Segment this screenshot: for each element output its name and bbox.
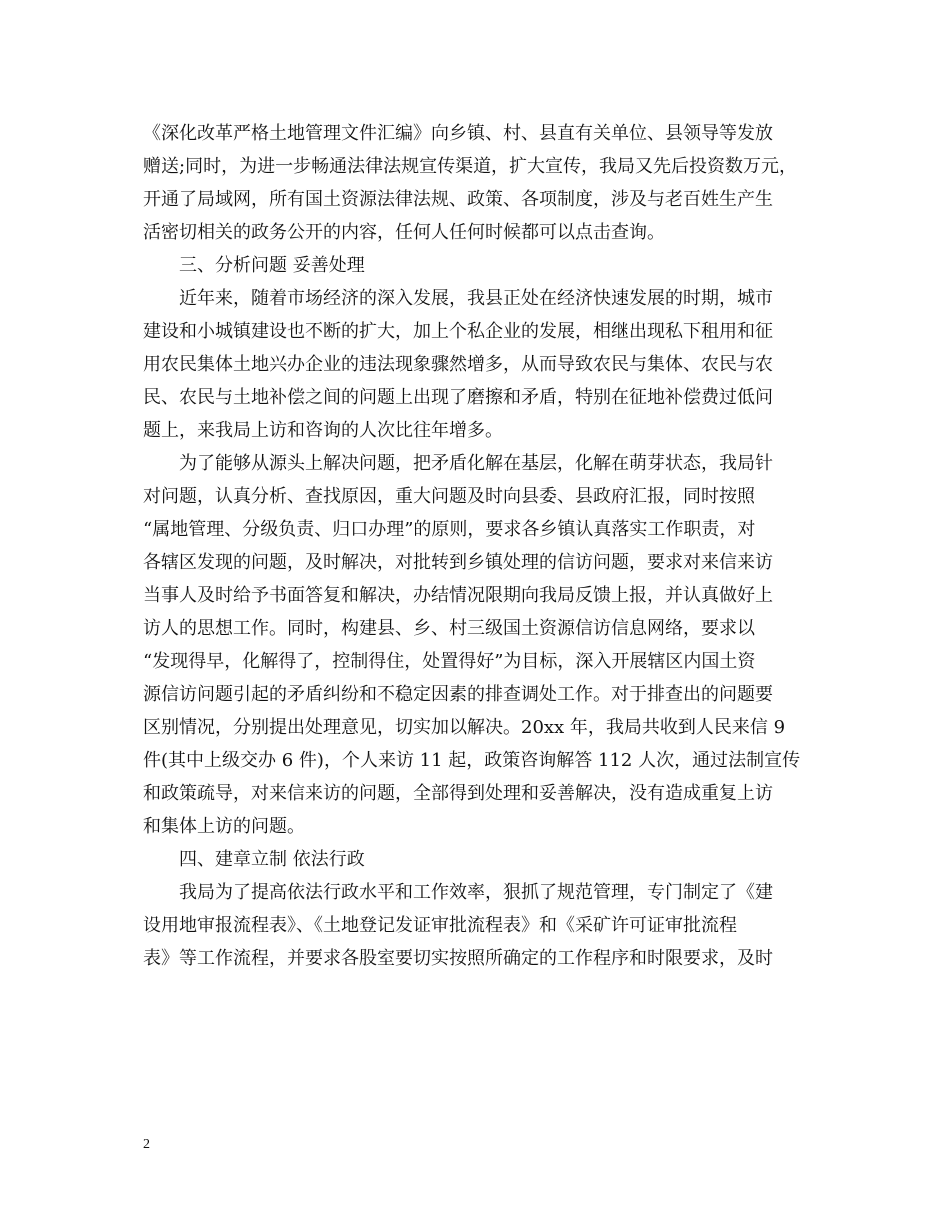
page-number: 2 <box>143 1137 150 1152</box>
text-line: 当事人及时给予书面答复和解决，办结情况限期向我局反馈上报，并认真做好上 <box>143 585 773 606</box>
section-heading: 三、分析问题 妥善处理 <box>143 255 365 276</box>
text-line: 《深化改革严格土地管理文件汇编》向乡镇、村、县直有关单位、县领导等发放 <box>143 123 773 144</box>
text-line: 建设和小城镇建设也不断的扩大，加上个私企业的发展，相继出现私下租用和征 <box>143 321 773 342</box>
text-line: 源信访问题引起的矛盾纠纷和不稳定因素的排查调处工作。对于排查出的问题要 <box>143 684 773 705</box>
text-line: 对问题，认真分析、查找原因，重大问题及时向县委、县政府汇报，同时按照 <box>143 486 755 507</box>
text-line: 和政策疏导，对来信来访的问题，全部得到处理和妥善解决，没有造成重复上访 <box>143 783 773 804</box>
text-line: 开通了局域网，所有国土资源法律法规、政策、各项制度，涉及与老百姓生产生 <box>143 189 773 210</box>
body-text <box>143 117 823 975</box>
text-line: 近年来，随着市场经济的深入发展，我县正处在经济快速发展的时期，城市 <box>143 288 773 309</box>
text-line: 访人的思想工作。同时，构建县、乡、村三级国土资源信访信息网络，要求以 <box>143 618 755 639</box>
text-line: 我局为了提高依法行政水平和工作效率，狠抓了规范管理，专门制定了《建 <box>143 882 773 903</box>
text-line: “发现得早，化解得了，控制得住，处置得好”为目标，深入开展辖区内国土资 <box>143 651 756 672</box>
text-line: 件(其中上级交办 6 件)，个人来访 11 起，政策咨询解答 112 人次，通过法制宣传 <box>143 750 801 771</box>
text-line: 设用地审报流程表》、《土地登记发证审批流程表》和《采矿许可证审批流程 <box>143 915 737 936</box>
section-heading: 四、建章立制 依法行政 <box>143 849 365 870</box>
text-line: 活密切相关的政务公开的内容，任何人任何时候都可以点击查询。 <box>143 222 665 243</box>
text-line: 民、农民与土地补偿之间的问题上出现了磨擦和矛盾，特别在征地补偿费过低问 <box>143 387 773 408</box>
text-line: 表》等工作流程，并要求各股室要切实按照所确定的工作程序和时限要求，及时 <box>143 948 773 969</box>
text-line: 各辖区发现的问题，及时解决，对批转到乡镇处理的信访问题，要求对来信来访 <box>143 552 773 573</box>
text-line: 赠送;同时，为进一步畅通法律法规宣传渠道，扩大宣传，我局又先后投资数万元， <box>143 156 798 177</box>
text-line: “属地管理、分级负责、归口办理”的原则，要求各乡镇认真落实工作职责，对 <box>143 519 756 540</box>
text-line: 题上，来我局上访和咨询的人次比往年增多。 <box>143 420 503 441</box>
text-line: 为了能够从源头上解决问题，把矛盾化解在基层，化解在萌芽状态，我局针 <box>143 453 773 474</box>
text-line: 用农民集体土地兴办企业的违法现象骤然增多，从而导致农民与集体、农民与农 <box>143 354 773 375</box>
text-line: 和集体上访的问题。 <box>143 816 305 837</box>
text-line: 区别情况，分别提出处理意见，切实加以解决。20xx 年，我局共收到人民来信 9 <box>143 717 786 738</box>
